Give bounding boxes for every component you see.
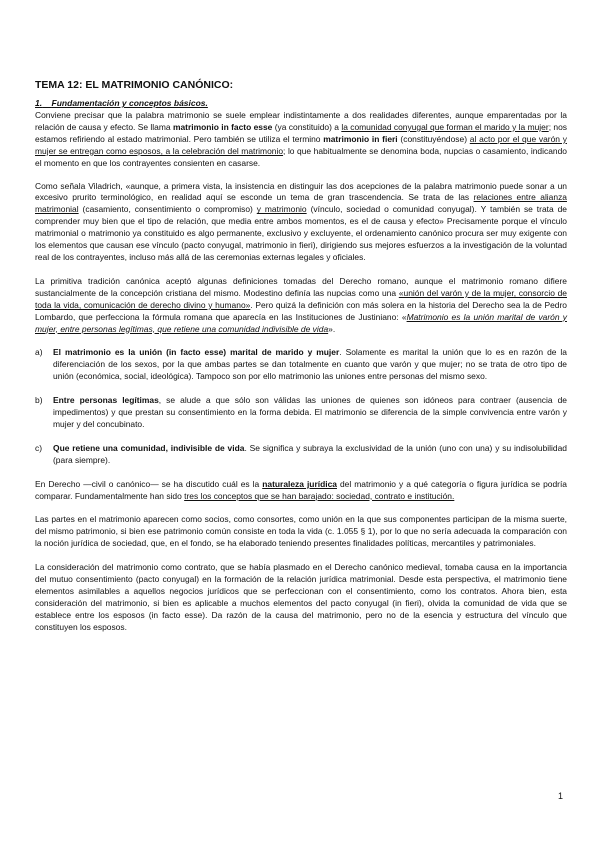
paragraph-3	[35, 276, 567, 336]
list-item-text	[53, 347, 567, 383]
underlined-quote: «unión del varón y de la mujer, consorcio de toda la vida, comunicación de derecho divino y humano»	[35, 287, 567, 310]
text-run: . Pero quizá la definición con más solera en la historia del Derecho sea la de Pedro Lombardo, que perfecciona la fórmula romana que aparecía en las Instituciones de Justiniano: «	[35, 299, 567, 322]
list-item	[35, 395, 567, 431]
document-body	[35, 79, 567, 646]
section-number: 1.	[35, 98, 43, 108]
text-run: , se alude a que sólo son válidas las uniones de quienes son idóneos para contraer (ausencia de impedimentos) y que prestan su consentimiento en la forma debida. El matrimonio se diferencia de la simple convivencia entre varón y mujer y del concubinato.	[53, 395, 567, 429]
paragraph-6: La consideración del matrimonio como contrato, que se había plasmado en el Derecho canónico medieval, tomaba causa en la importancia del mutuo consentimiento (pacto conyugal) en la formación de la relación jurídica matrimonial. Desde esta perspectiva, el matrimonio tiene elementos asimilables a aquellos negocios jurídicos que se perfeccionan con el consentimiento, como los contratos. Ahora bien, esta consideración del matrimonio, si bien es aplicable a muchos elementos del pacto conyugal (in fieri), olvida la comunidad de vida que se establece entre los esposos (in facto esse). Da razón de la causa del matrimonio, pero no de la esencia y estructura del vínculo que constituyen los esposos.	[35, 562, 567, 632]
underlined-definition: la comunidad conyugal que forman el marido y la mujer	[341, 121, 549, 132]
term-in-fieri: matrimonio in fieri	[323, 133, 398, 144]
underlined-definition: al acto por el que varón y mujer se entregan como esposos, a la celebración del matrimonio	[35, 133, 567, 156]
list-marker: a)	[35, 347, 43, 358]
section-heading	[35, 98, 567, 109]
list-item	[35, 347, 567, 383]
text-run: ; lo que habitualmente se denomina boda, nupcias o casamiento, indicando el momento en que los contrayentes consienten en casarse.	[35, 145, 567, 168]
text-run: (vínculo, sociedad o comunidad conyugal). Y también se trata de comprender muy bien que el tipo de relación, que media entre ambos momentos, es el de causa y efecto» Precisamente porque el vínculo matrimonial o matrimonio ya constituido es algo permanente, exclusivo y excluyente, el ordenamiento canónico procura ser muy exigente con los elementos que causan ese vínculo (pacto conyugal, matrimonio in fieri), dirigiendo sus mejores esfuerzos a la investigación de la voluntad real de los contrayentes, incluso más allá de las ceremonias externas legales y oficiales.	[35, 204, 567, 262]
text-run: . Se significa y subraya la exclusividad de la unión (uno con una) y su indisolubilidad (para siempre).	[53, 442, 568, 465]
paragraph-5: Las partes en el matrimonio aparecen como socios, como consortes, como unión en la que sus componentes participan de la misma suerte, del mismo patrimonio, si bien ese patrimonio común consiste en toda la vida (c. 1.055 § 1), por lo que no sería adecuada la comparación con la noción jurídica de sociedad, que, en el fondo, se ha elaborado teniendo presentes finalidades políticas, mercantiles y patrimoniales.	[35, 514, 567, 549]
text-run: En Derecho —civil o canónico— se ha discutido cuál es la	[35, 478, 263, 489]
term-in-facto-esse: matrimonio in facto esse	[172, 121, 273, 132]
list-item-text	[53, 395, 567, 431]
list-marker: c)	[35, 442, 43, 453]
underlined-quote: Matrimonio es la unión marital de varón y mujer, entre personas legítimas, que retiene una comunidad indivisible de vida	[35, 311, 567, 334]
list-item	[35, 443, 567, 467]
text-run: La primitiva tradición canónica aceptó algunas definiciones tomadas del Derecho romano, aunque el matrimonio romano difiere sustancialmente de la concepción cristiana del mismo. Modestino definía las nupcias como una	[35, 275, 567, 298]
list-item-heading: Que retiene una comunidad, indivisible de vida	[53, 442, 245, 453]
page-number: 1	[558, 791, 564, 801]
text-run: (casamiento, consentimiento o compromiso)	[78, 204, 257, 215]
underlined-phrase: y matrimonio	[256, 204, 307, 215]
underlined-term: naturaleza jurídica	[262, 478, 337, 489]
text-run: (ya constituido) a	[272, 121, 342, 132]
list-marker: b)	[35, 395, 43, 406]
document-title: TEMA 12: EL MATRIMONIO CANÓNICO:	[35, 79, 234, 91]
text-run: ; nos estamos refiriendo al estado matrimonial. Pero también se utiliza el termino	[35, 121, 567, 144]
paragraph-4	[35, 479, 567, 503]
paragraph-2	[35, 181, 567, 264]
text-run: del matrimonio y a qué categoría o figura jurídica se podría comparar. Fundamentalmente han sido	[35, 478, 567, 501]
list-item-text	[53, 443, 567, 467]
underlined-phrase: tres los conceptos que se han barajado: sociedad, contrato e institución.	[184, 490, 455, 501]
text-run: (constituyéndose)	[397, 133, 470, 144]
text-run: Conviene precisar que la palabra matrimonio se suele emplear indistintamente a dos realidades diferentes, aunque emparentadas por la relación de causa y efecto. Se llama	[35, 110, 567, 132]
text-run: ».	[328, 323, 336, 334]
text-run: Como señala Viladrich, «aunque, a primera vista, la insistencia en distinguir las dos acepciones de la palabra matrimonio puede sonar a un excesivo prurito terminológico, en realidad aquí se esconde un tema de gran trascendencia. Se trata de las	[35, 180, 567, 203]
text-run: . Solamente es marital la unión que lo es en razón de la diferenciación de los sexos, por la que ambas partes se dan totalmente en cuanto que varón y que mujer; no se trata de otro tipo de unión (económica, social, ideológica). Tampoco son por ello matrimonio las uniones entre personas del mismo sexo.	[53, 347, 567, 382]
section-title: Fundamentación y conceptos básicos.	[51, 98, 208, 108]
list-item-heading: El matrimonio es la unión (in facto esse) marital de marido y mujer	[53, 347, 340, 358]
list-item-heading: Entre personas legítimas	[53, 395, 159, 406]
paragraph-1	[35, 110, 567, 170]
underlined-phrase: relaciones entre alianza matrimonial	[35, 192, 567, 215]
